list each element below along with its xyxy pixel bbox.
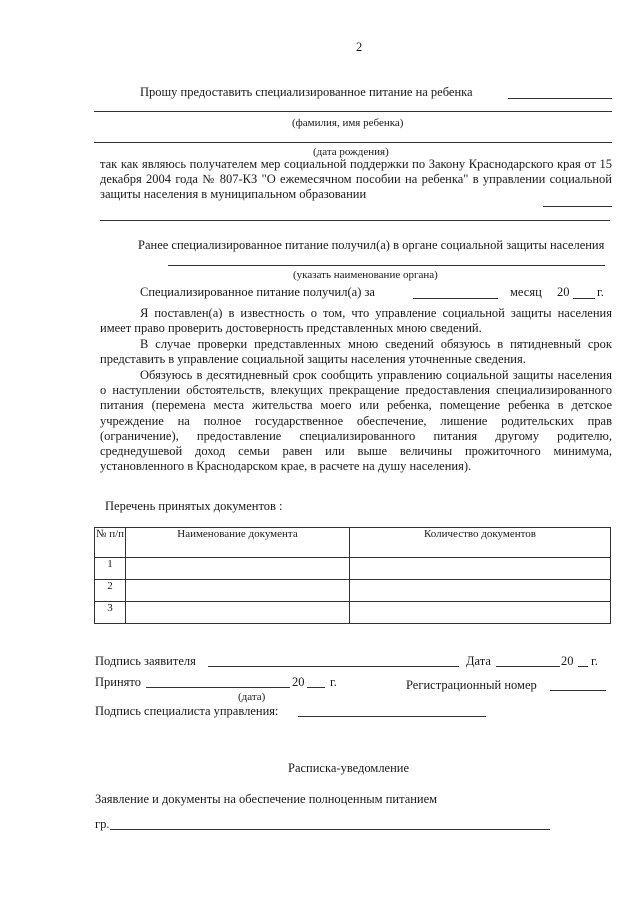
header-name: Наименование документа	[126, 528, 350, 558]
row-num: 1	[95, 558, 126, 580]
row-doc-count[interactable]	[350, 602, 611, 624]
row-doc-count[interactable]	[350, 558, 611, 580]
birth-date-line[interactable]	[94, 142, 612, 143]
recipient-line[interactable]	[110, 829, 550, 830]
date-year: 20	[561, 654, 574, 668]
date-suffix: г.	[591, 654, 598, 668]
accepted-year-field[interactable]	[307, 687, 325, 688]
accepted-year: 20	[292, 675, 305, 689]
year-field[interactable]	[573, 298, 595, 299]
paragraph-informed: Я поставлен(а) в известность о том, что управление социальной защиты населения имеет право проверить достоверность представленных мною сведений.	[100, 306, 612, 336]
month-label: месяц	[510, 285, 542, 299]
accepted-label: Принято	[95, 675, 141, 689]
date-field[interactable]	[496, 666, 560, 667]
page-number: 2	[356, 40, 363, 54]
organ-line[interactable]	[168, 265, 605, 266]
row-num: 2	[95, 580, 126, 602]
row-num: 3	[95, 602, 126, 624]
specialist-signature-line[interactable]	[298, 716, 486, 717]
accepted-suffix: г.	[330, 675, 337, 689]
caption-date: (дата)	[238, 691, 266, 703]
applicant-signature-label: Подпись заявителя	[95, 654, 196, 668]
registration-label: Регистрационный номер	[406, 678, 537, 692]
year-suffix: г.	[597, 285, 604, 299]
receipt-line: Заявление и документы на обеспечение полноценным питанием	[95, 792, 438, 806]
specialist-signature-label: Подпись специалиста управления:	[95, 704, 279, 718]
row-doc-name[interactable]	[126, 602, 350, 624]
paragraph-obligation: Обязуюсь в десятидневный срок сообщить управлению социальной защиты населения о наступлении обстоятельств, влекущих прекращение предоставления специализированного питания (перемена места жительства моего или ребенка, помещение ребенка в детское учреждение на полное государственное обеспечение, лишение родительских прав (ограничение), предоставление специализированного питания другому родителю, среднедушевой доход семьи равен или выше величины прожиточного минимума, установленного в Краснодарском крае, в расчете на душу населения).	[100, 368, 612, 474]
year-prefix: 20	[557, 285, 570, 299]
municipality-line[interactable]	[100, 220, 610, 221]
table-row	[95, 602, 611, 624]
table-row	[95, 558, 611, 580]
caption-organ: (указать наименование органа)	[293, 269, 438, 281]
row-doc-name[interactable]	[126, 580, 350, 602]
date-label: Дата	[466, 654, 491, 668]
received-label: Специализированное питание получил(а) за	[140, 285, 375, 299]
municipality-field[interactable]	[543, 206, 612, 207]
table-row	[95, 580, 611, 602]
child-name-line[interactable]	[94, 111, 612, 112]
recipient-label: гр.	[95, 817, 110, 831]
child-field[interactable]	[508, 98, 612, 99]
row-doc-name[interactable]	[126, 558, 350, 580]
previous-paragraph: Ранее специализированное питание получил(а) в органе социальной защиты населения	[138, 238, 605, 252]
date-year-field[interactable]	[578, 666, 588, 667]
applicant-signature-line[interactable]	[208, 666, 459, 667]
caption-birth-date: (дата рождения)	[313, 146, 389, 158]
received-field[interactable]	[413, 298, 498, 299]
header-count: Количество документов	[350, 528, 611, 558]
documents-table	[94, 527, 611, 624]
paragraph-verification: В случае проверки представленных мною сведений обязуюсь в пятидневный срок представить в управление социальной защиты населения уточненные сведения.	[100, 337, 612, 367]
caption-child-name: (фамилия, имя ребенка)	[292, 117, 404, 129]
request-paragraph: так как являюсь получателем мер социальной поддержки по Закону Краснодарского края от 15 декабря 2004 года № 807-КЗ "О ежемесячном пособии на ребенка" в управлении социальной защиты населения в муниципальном образовании	[100, 157, 612, 202]
registration-field[interactable]	[550, 690, 606, 691]
row-doc-count[interactable]	[350, 580, 611, 602]
accepted-date-field[interactable]	[146, 687, 290, 688]
receipt-title: Расписка-уведомление	[288, 761, 410, 775]
header-num: № п/п	[95, 528, 126, 558]
docs-title: Перечень принятых документов :	[105, 499, 283, 513]
request-line: Прошу предоставить специализированное питание на ребенка	[140, 85, 473, 99]
